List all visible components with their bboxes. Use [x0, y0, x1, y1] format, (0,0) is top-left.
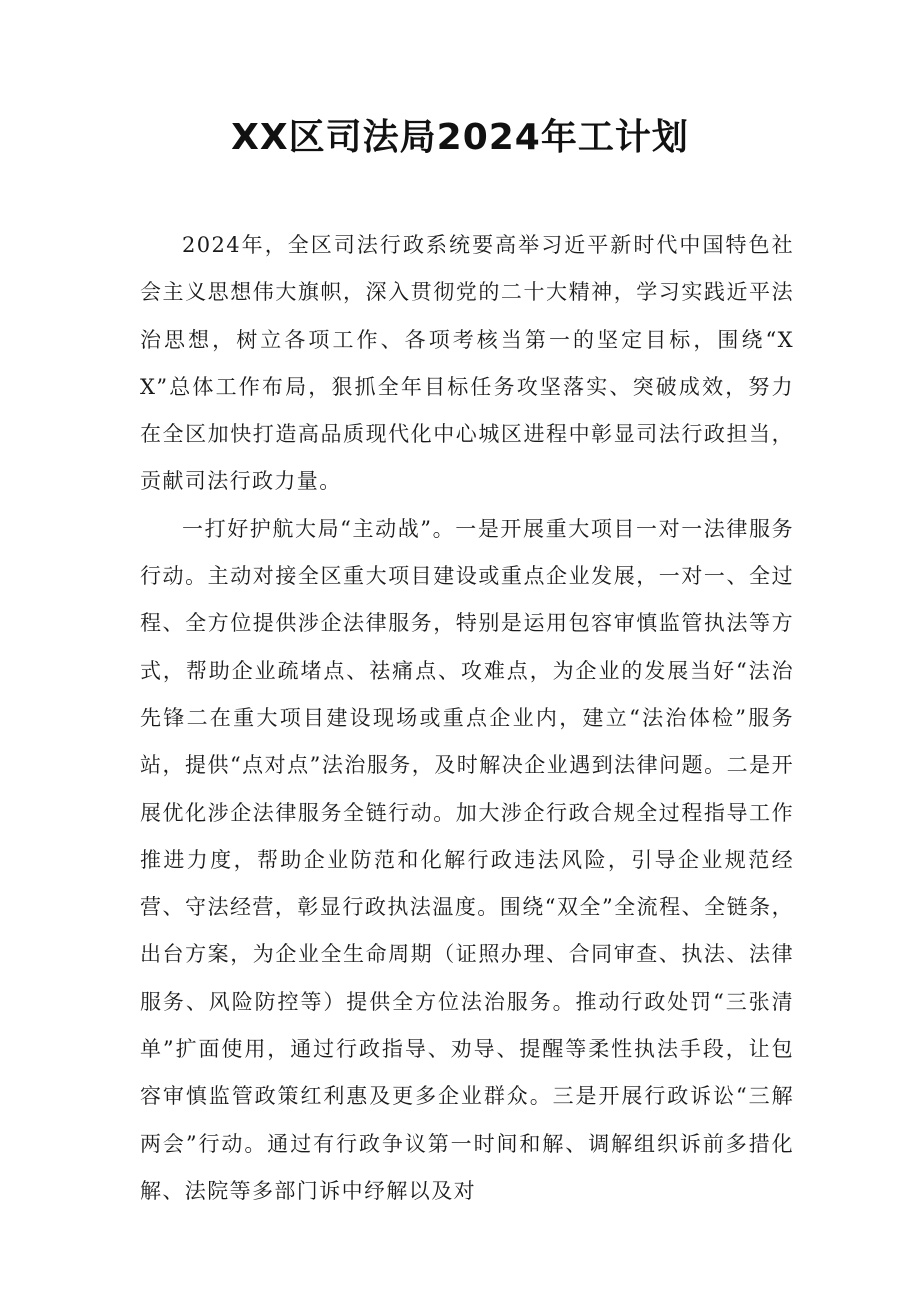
document-title: XX区司法局2024年工计划 — [231, 117, 689, 158]
paragraph-section-one: 一打好护航大局“主动战”。一是开展重大项目一对一法律服务行动。主动对接全区重大项目建设或重点企业发展，一对一、全过程、全方位提供涉企法律服务，特别是运用包容审慎监管执法等方式，帮助企业疏堵点、祛痛点、攻难点，为企业的发展当好“法治先锋二在重大项目建设现场或重点企业内，建立“法治体检”服务站，提供“点对点”法治服务，及时解决企业遇到法律问题。二是开展优化涉企法律服务全链行动。加大涉企行政合规全过程指导工作推进力度，帮助企业防范和化解行政违法风险，引导企业规范经营、守法经营，彰显行政执法温度。围绕“双全”全流程、全链条，出台方案，为企业全生命周期（证照办理、合同审查、执法、法律服务、风险防控等）提供全方位法治服务。推动行政处罚“三张清单”扩面使用，通过行政指导、劝导、提醒等柔性执法手段，让包容审慎监管政策红利惠及更多企业群众。三是开展行政诉讼“三解两会”行动。通过有行政争议第一时间和解、调解组织诉前多措化解、法院等多部门诉中纾解以及对 — [140, 516, 794, 1203]
document-body — [140, 222, 794, 1215]
paragraph-intro: 2024年，全区司法行政系统要高举习近平新时代中国特色社会主义思想伟大旗帜，深入贯彻党的二十大精神，学习实践近平法治思想，树立各项工作、各项考核当第一的坚定目标，围绕“XX”总体工作布局，狠抓全年目标任务攻坚落实、突破成效，努力在全区加快打造高品质现代化中心城区进程中彰显司法行政担当，贡献司法行政力量。 — [140, 233, 794, 494]
